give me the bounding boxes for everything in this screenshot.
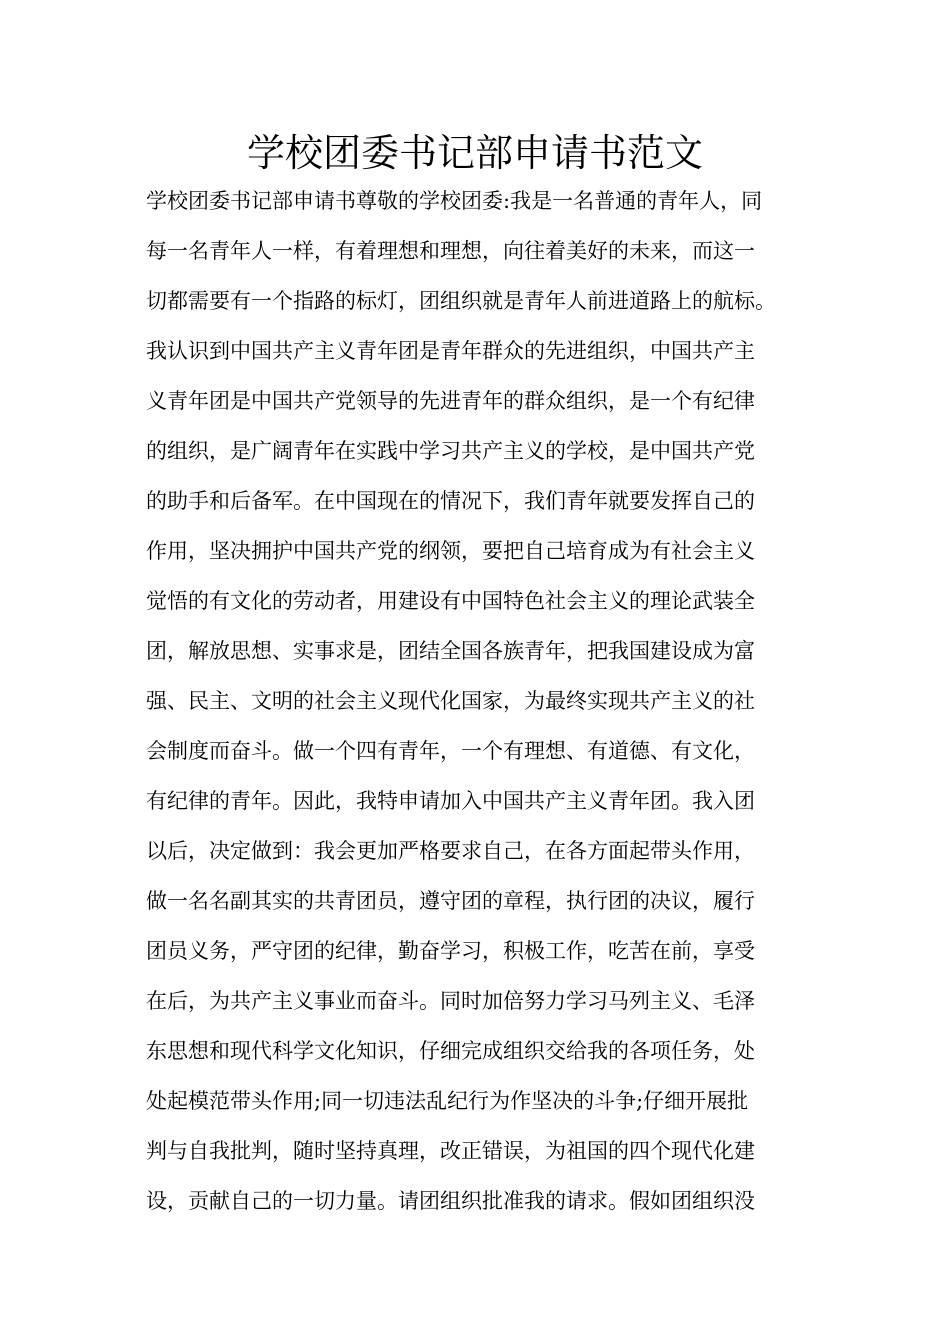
body-line: 处起模范带头作用;同一切违法乱纪行为作坚决的斗争;仔细开展批 <box>146 1089 749 1113</box>
body-line: 的助手和后备军。在中国现在的情况下，我们青年就要发挥自己的 <box>146 489 755 513</box>
body-line: 作用，坚决拥护中国共产党的纲领，要把自己培育成为有社会主义 <box>146 539 755 563</box>
body-line: 做一名名副其实的共青团员，遵守团的章程，执行团的决议，履行 <box>146 889 755 913</box>
document-title: 学校团委书记部申请书范文 <box>246 131 703 175</box>
body-line: 在后，为共产主义事业而奋斗。同时加倍努力学习马列主义、毛泽 <box>146 989 755 1013</box>
body-line: 团，解放思想、实事求是，团结全国各族青年，把我国建设成为富 <box>146 639 755 663</box>
body-line: 判与自我批判，随时坚持真理，改正错误，为祖国的四个现代化建 <box>146 1139 755 1163</box>
body-line: 有纪律的青年。因此，我特申请加入中国共产主义青年团。我入团 <box>146 789 755 813</box>
body-line: 会制度而奋斗。做一个四有青年，一个有理想、有道德、有文化， <box>146 739 755 763</box>
body-line: 的组织，是广阔青年在实践中学习共产主义的学校，是中国共产党 <box>146 439 755 463</box>
document-body <box>146 176 826 1226</box>
body-line: 义青年团是中国共产党领导的先进青年的群众组织，是一个有纪律 <box>146 389 755 413</box>
body-line: 每一名青年人一样，有着理想和理想，向往着美好的未来，而这一 <box>146 239 755 263</box>
body-line: 切都需要有一个指路的标灯，团组织就是青年人前进道路上的航标。 <box>146 289 776 313</box>
body-line: 以后，决定做到：我会更加严格要求自己，在各方面起带头作用， <box>146 839 755 863</box>
body-line: 东思想和现代科学文化知识，仔细完成组织交给我的各项任务，处 <box>146 1039 755 1063</box>
body-line: 设，贡献自己的一切力量。请团组织批准我的请求。假如团组织没 <box>146 1189 755 1213</box>
body-line: 强、民主、文明的社会主义现代化国家，为最终实现共产主义的社 <box>146 689 755 713</box>
body-line: 觉悟的有文化的劳动者，用建设有中国特色社会主义的理论武装全 <box>146 589 755 613</box>
body-line: 我认识到中国共产主义青年团是青年群众的先进组织，中国共产主 <box>146 339 755 363</box>
body-line: 学校团委书记部申请书尊敬的学校团委:我是一名普通的青年人，同 <box>146 189 763 213</box>
body-line: 团员义务，严守团的纪律，勤奋学习，积极工作，吃苦在前，享受 <box>146 939 755 963</box>
